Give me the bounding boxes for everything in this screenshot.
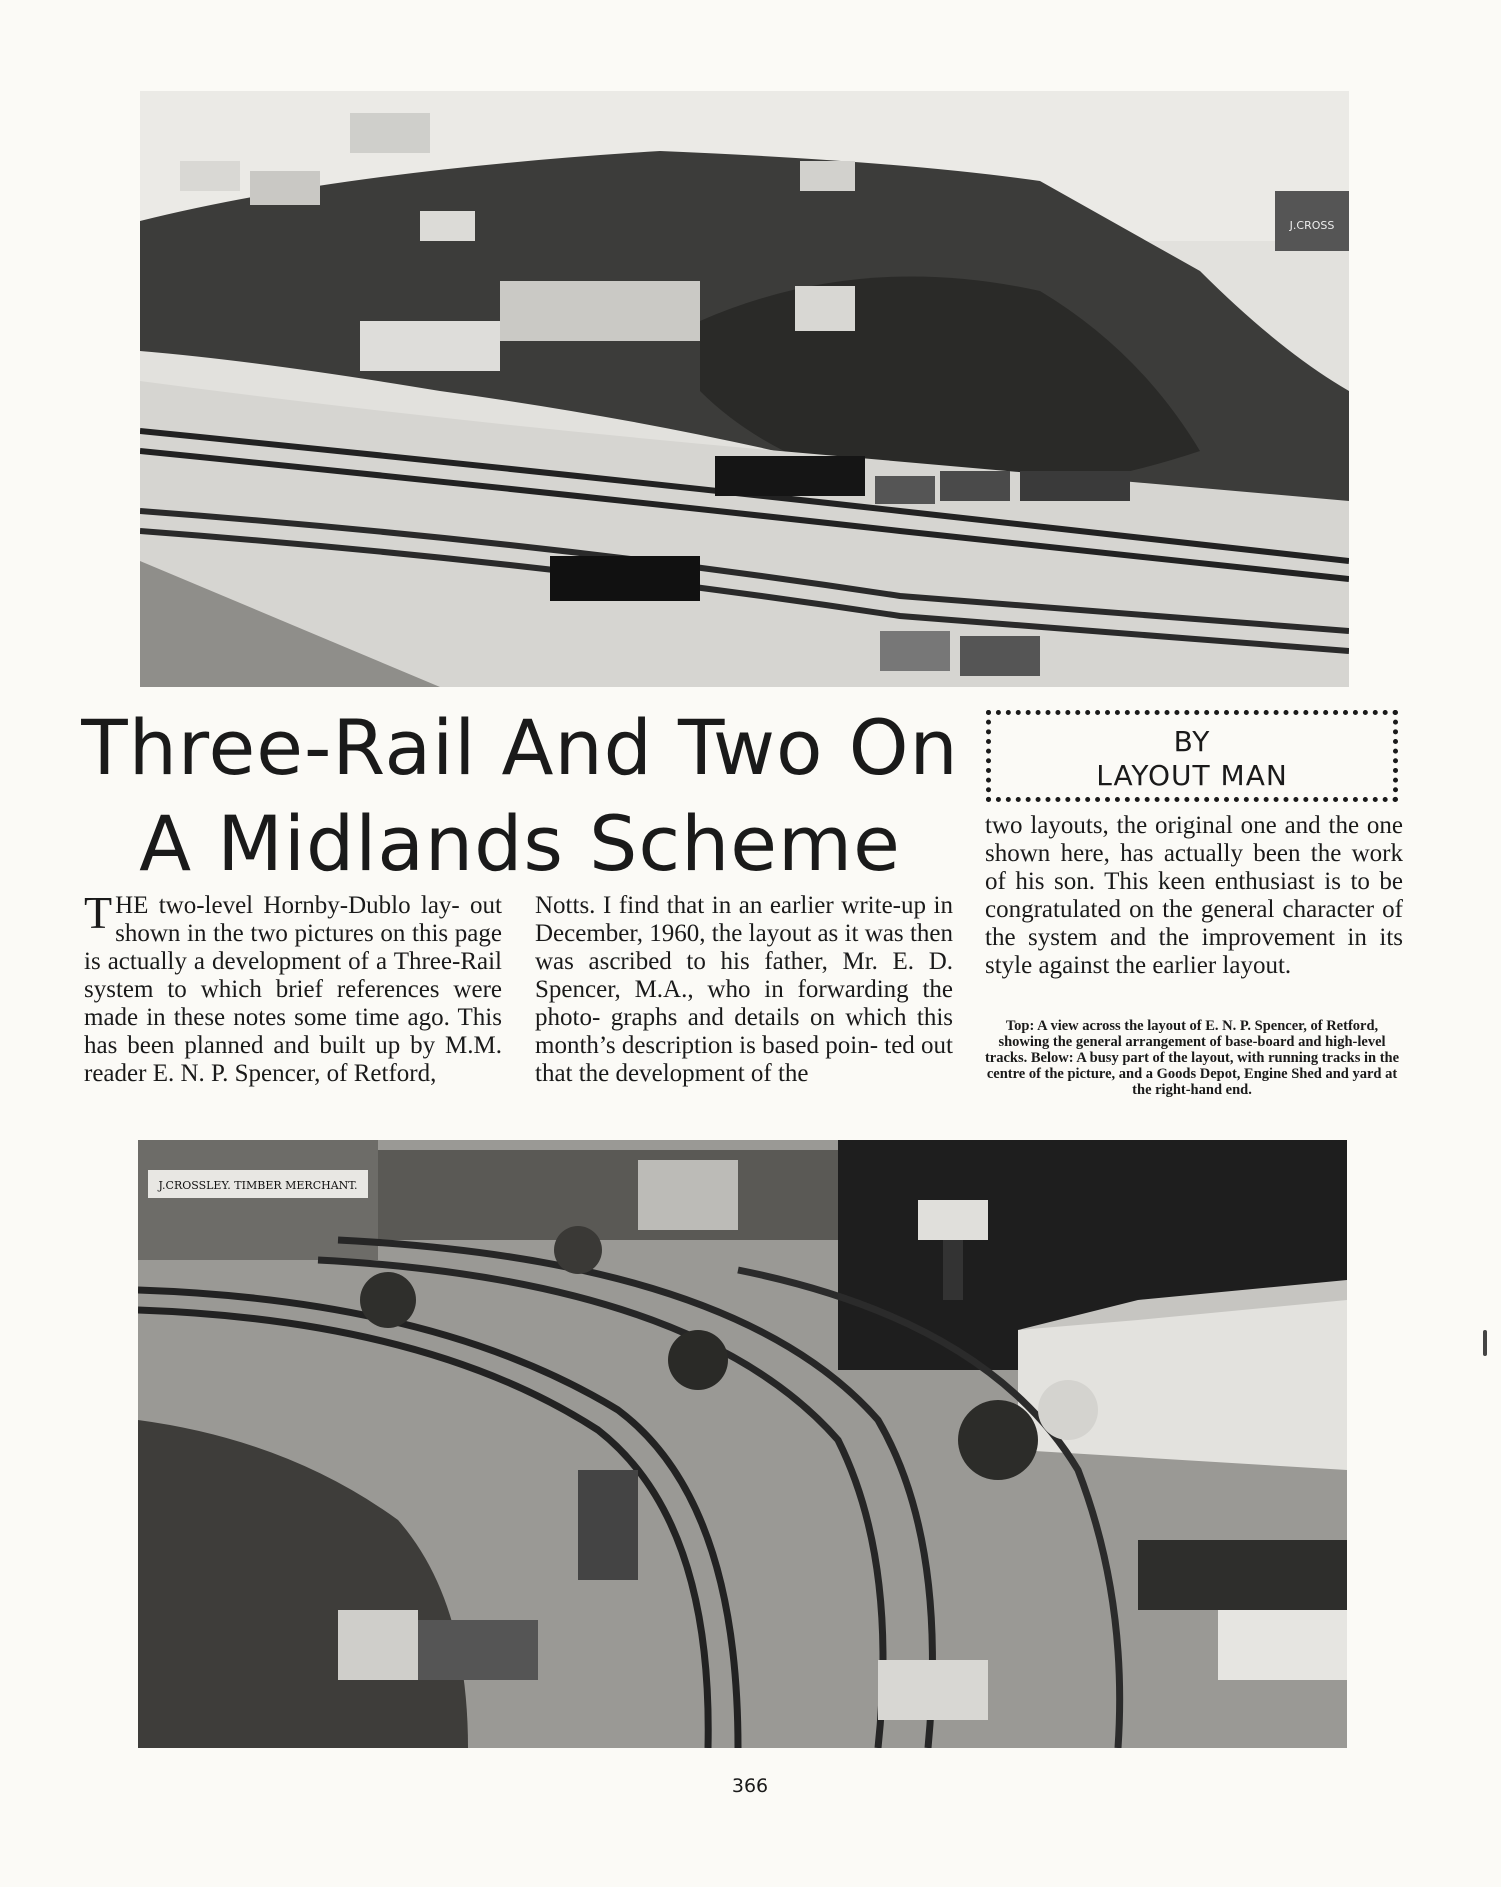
page-number: 366 [731, 1775, 769, 1797]
bottom-sign-text: J.CROSSLEY. TIMBER MERCHANT. [158, 1179, 358, 1192]
headline-line-2: A Midlands Scheme [139, 799, 901, 888]
body-column-2-text: Notts. I find that in an earlier write-up in December, 1960, the layout as it was then was ascribed to his father, Mr. E. D. Spencer, M.A., who in forwarding the photo- graphs and details on which this month’s description is based poin- ted out that the development of the [535, 892, 954, 1087]
body-column-2 [535, 892, 953, 1088]
layout-photo-top-image [140, 91, 1349, 687]
dropcap: T [84, 887, 113, 938]
page-edge-mark [1483, 1330, 1487, 1356]
layout-photo-top [140, 91, 1349, 687]
byline-by: BY [1173, 725, 1211, 758]
byline-author: LAYOUT MAN [1096, 759, 1288, 792]
headline-line-1: Three-Rail And Two On [81, 703, 959, 792]
layout-photo-bottom [138, 1140, 1347, 1748]
photo-caption: Top: A view across the layout of E. N. P. Spencer, of Retford, showing the general arrangement of base-board and high-level tracks. Below: A busy part of the layout, with running tracks in the centre of the picture, and a Goods Depot, Engine Shed and yard at the right-hand end. [984, 1018, 1400, 1098]
top-sign-text: J.CROSS [1289, 219, 1335, 232]
body-column-3-text: two layouts, the original one and the one shown here, has actually been the work of his son. This keen enthusiast is to be congratulated on the general character of the system and the improvement in its style against the earlier layout. [985, 812, 1403, 979]
article-headline [80, 700, 960, 892]
body-column-1 [84, 887, 502, 1088]
layout-photo-bottom-image [138, 1140, 1347, 1748]
body-column-3 [985, 812, 1403, 980]
byline-box [986, 710, 1398, 802]
body-column-1-text: HE two-level Hornby-Dublo lay- out shown in the two pictures on this page is actually a development of a Three-Rail system to which brief references were made in these notes some time ago. This has been planned and built up by M.M. reader E. N. P. Spencer, of Retford, [84, 892, 502, 1087]
